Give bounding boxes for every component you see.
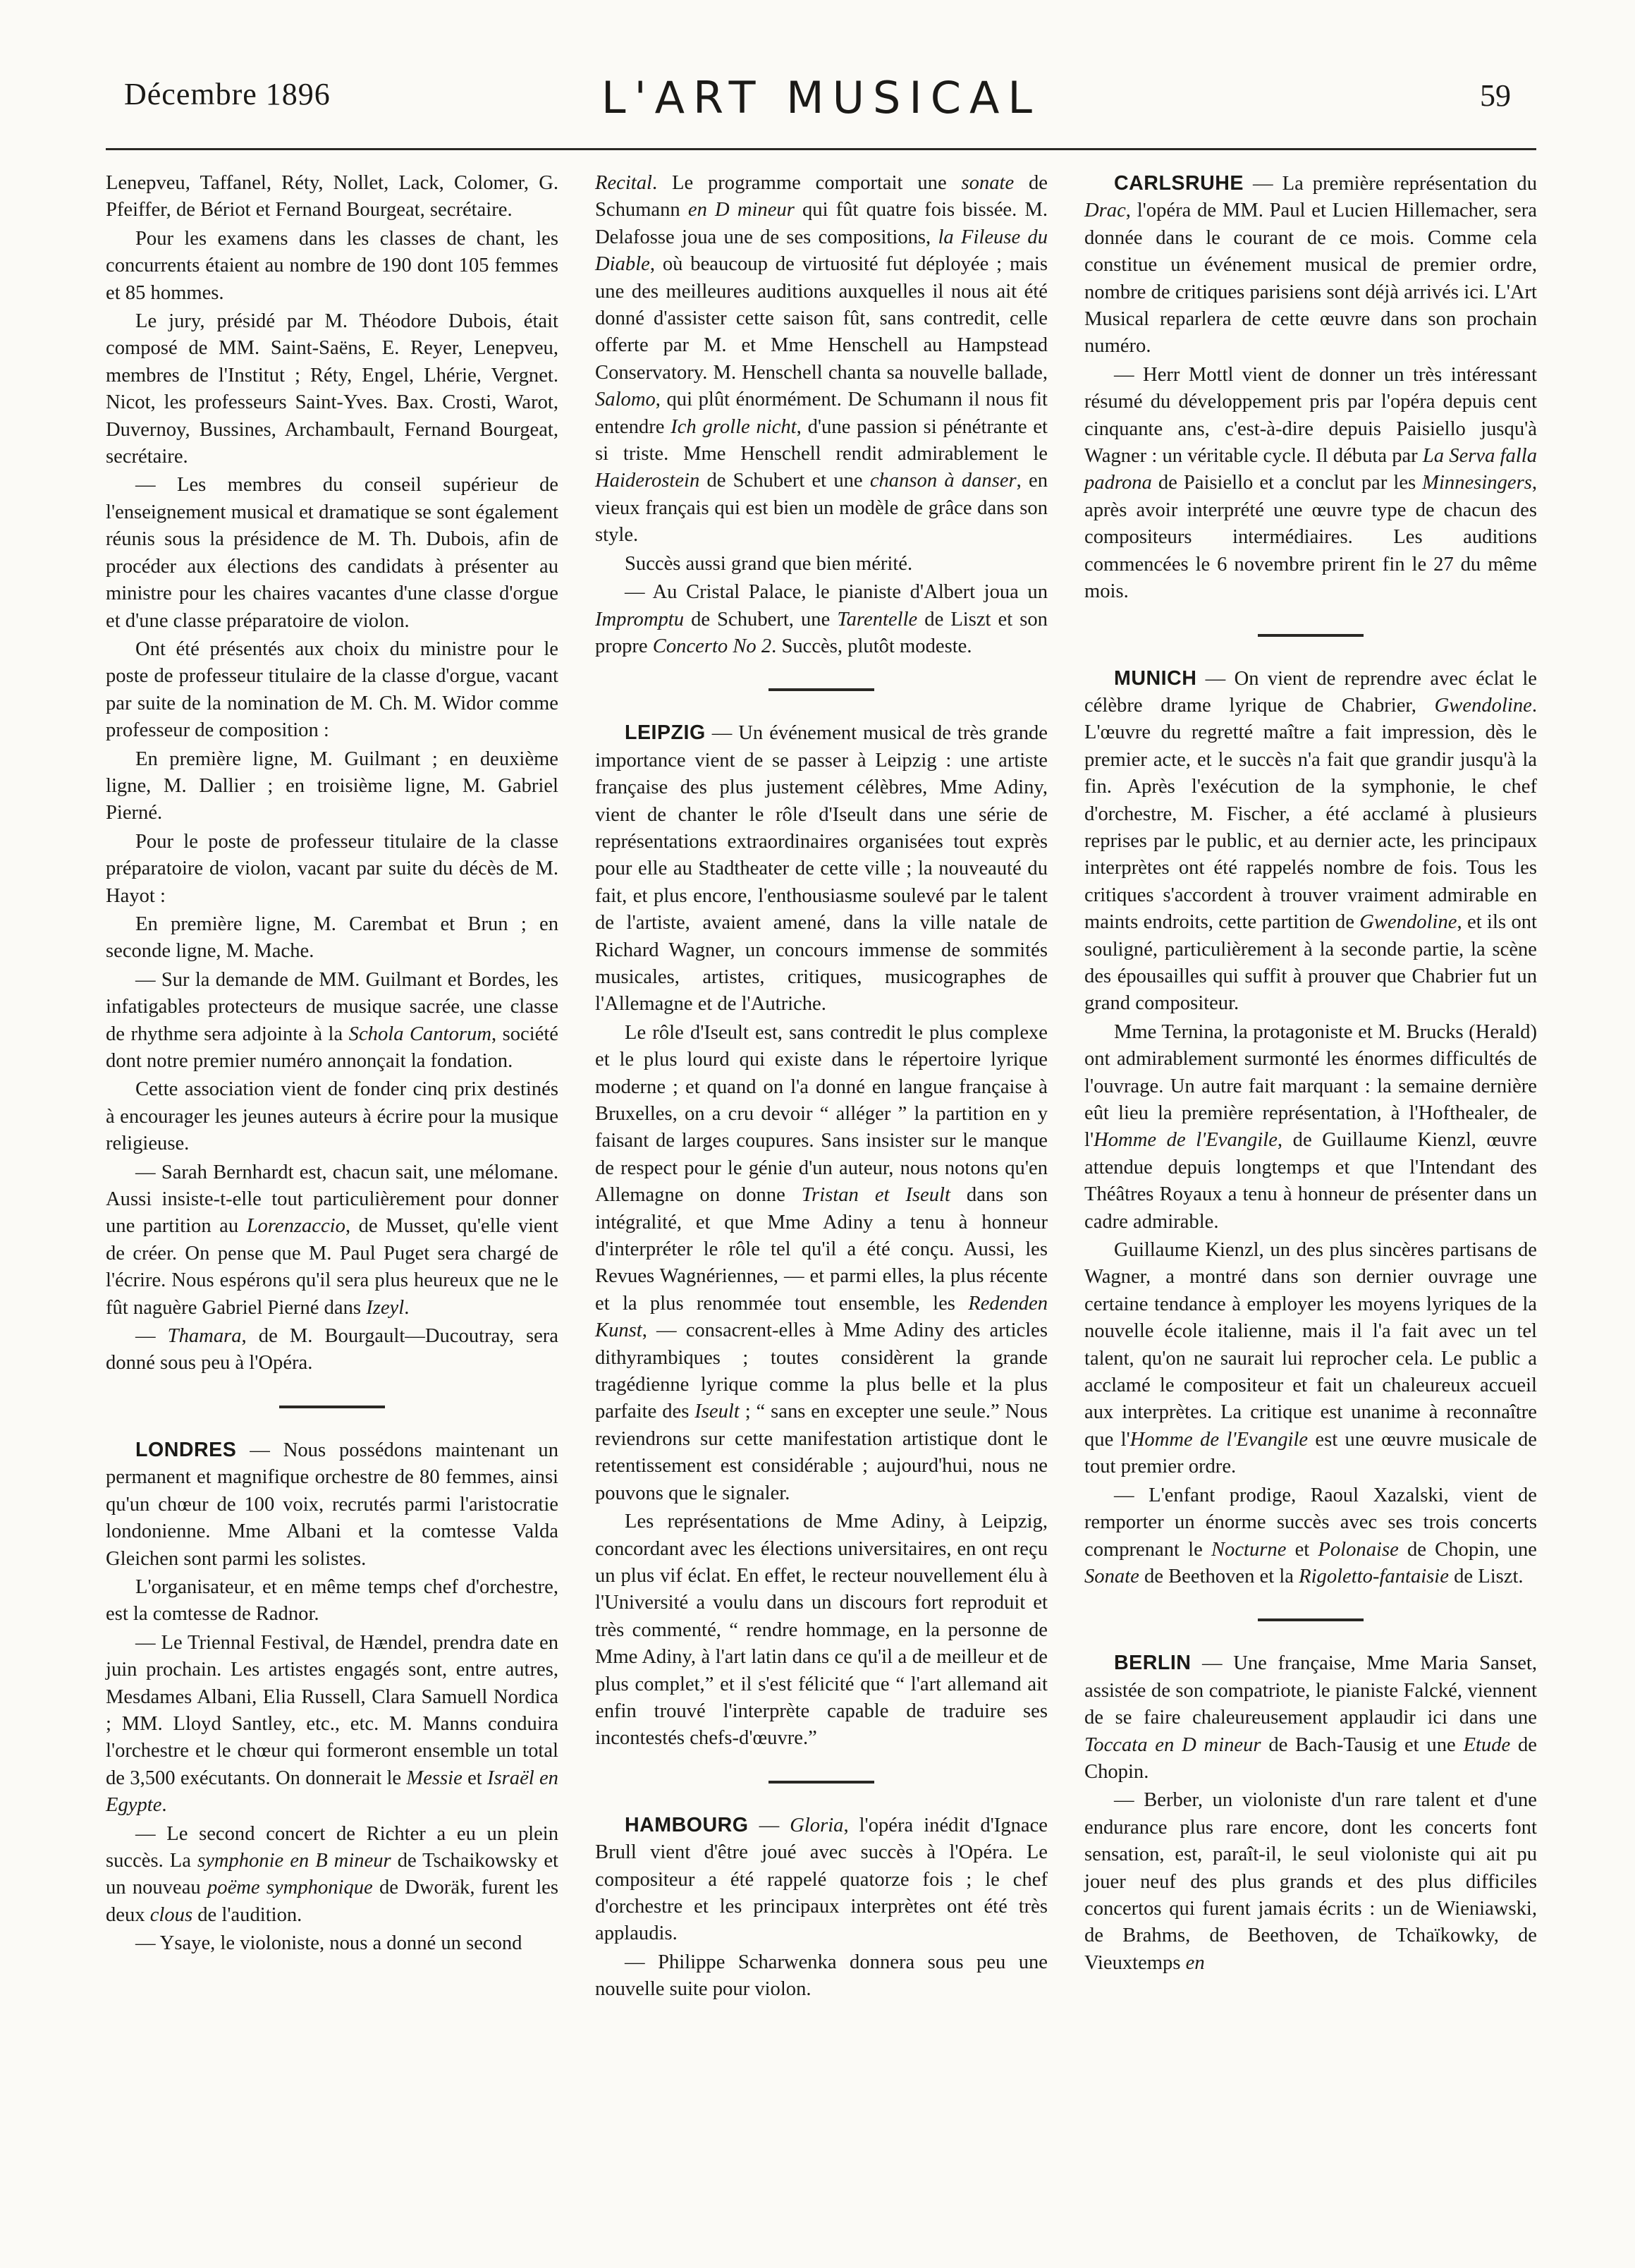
text: . Succès, plutôt modeste. xyxy=(771,635,972,657)
text: — Nous possédons maintenant un permanent et magnifique orchestre de 80 femmes, ainsi qu'un chœur de 100 voix, recrutés parmi l'aristocratie londonienne. Mme Albani et la comtesse Valda Gleichen sont parmi les solistes. xyxy=(106,1439,558,1570)
italic-text: Nocturne xyxy=(1211,1538,1287,1561)
paragraph xyxy=(595,579,1048,660)
paragraph: En première ligne, M. Carembat et Brun ; en seconde ligne, M. Mache. xyxy=(106,913,558,963)
paragraph: — Philippe Scharwenka donnera sous peu une nouvelle suite pour violon. xyxy=(595,1951,1048,2001)
text: — Berber, un violoniste d'un rare talent et d'une endurance plus rare encore, dont les concerts font sensation, est, paraît-il, le seul violoniste qui ait pu jouer neuf des plus grands et des plus difficiles concertos qui furent jamais écrits : un de Wieniawski, de Brahms, de Beethoven, de Tchaïkowky, de Vieuxtemps xyxy=(1084,1789,1537,1974)
section-divider xyxy=(279,1406,385,1408)
paragraph: Pour les examens dans les classes de chant, les concurrents étaient au nombre de 190 dont 105 femmes et 85 hommes. xyxy=(106,227,558,304)
italic-text: Minnesingers xyxy=(1422,472,1532,494)
paragraph xyxy=(106,1630,558,1819)
text: ; “ sans en excepter une seule.” Nous reviendrons sur cette manifestation artistique dont le retentissement est considérable ; aujourd'hui, nous ne pouvons que le signaler. xyxy=(595,1401,1048,1504)
section-divider xyxy=(1258,634,1364,637)
text: — Sur la demande de MM. Guilmant et Bordes, les infatigables protecteurs de musique sacrée, une classe de rhythme sera adjointe à la xyxy=(106,968,558,1045)
paragraph xyxy=(106,1323,558,1377)
paragraph: Succès aussi grand que bien mérité. xyxy=(625,552,913,575)
text: — L'enfant prodige, Raoul Xazalski, vient de remporter un énorme succès avec ses trois concerts comprenant le xyxy=(1084,1484,1537,1561)
text: est une œuvre musicale de tout premier ordre. xyxy=(1084,1428,1537,1478)
text: , l'opéra inédit d'Ignace Brull vient d'être joué avec succès à l'Opéra. Le compositeur a été rappelé quatorze fois ; le chef d'orchestre et les principaux interprètes ont été très applaudis. xyxy=(595,1814,1048,1945)
page-header xyxy=(106,71,1536,150)
text: Le rôle d'Iseult est, sans contredit le plus complexe et le plus lourd qui existe dans le répertoire lyrique moderne ; et quand on l'a donné en langue française à Bruxelles, on a cru devoir “ alléger ” la partition en y faisant de larges coupures. Sans insister sur le manque de respect pour le génie d'un auteur, nous notons qu'en Allemagne on donne xyxy=(595,1021,1048,1207)
paragraph: Ont été présentés aux choix du ministre pour le poste de professeur titulaire de la classe d'orgue, vacant par suite de la nomination de M. Ch. M. Widor comme professeur de composition : xyxy=(106,638,558,742)
italic-text: Rigoletto-fantaisie xyxy=(1299,1565,1449,1587)
paragraph xyxy=(106,1437,558,1573)
paragraph: — Ysaye, le violoniste, nous a donné un second xyxy=(135,1932,522,1955)
italic-text: Toccata en D mineur xyxy=(1084,1733,1261,1756)
paragraph: L'organisateur, et en même temps chef d'orchestre, est la comtesse de Radnor. xyxy=(106,1575,558,1626)
paragraph: Pour le poste de professeur titulaire de la classe préparatoire de violon, vacant par suite du décès de M. Hayot : xyxy=(106,830,558,907)
column-3 xyxy=(1084,170,1537,2004)
text: — xyxy=(135,1325,168,1348)
paragraph xyxy=(1084,1482,1537,1591)
text: . L'œuvre du regretté maître a fait impression, dès le premier acte, et le succès n'a fait que grandir jusqu'à la fin. Après l'exécution de la symphonie, le chef d'orchestre, M. Fischer, a été acclamé à plusieurs reprises par le public, et au dernier acte, les principaux interprètes ont été rappelés nombre de fois. Tous les critiques s'accordent à trouver vraiment admirable en maints endroits, cette partition de xyxy=(1084,694,1537,934)
text: — Le second concert de Richter a eu un plein succès. La xyxy=(106,1822,558,1872)
italic-text: Gloria xyxy=(790,1814,844,1836)
paragraph: En première ligne, M. Guilmant ; en deuxième ligne, M. Dallier ; en troisième ligne, M. Gabriel Pierné. xyxy=(106,748,558,824)
paragraph xyxy=(106,1159,558,1322)
italic-text: Izeyl xyxy=(366,1296,405,1319)
text: , de M. Bourgault—Ducoutray, sera donné sous peu à l'Opéra. xyxy=(106,1325,558,1374)
text: de Liszt et son propre xyxy=(595,608,1048,657)
text: — Un événement musical de très grande importance vient de se passer à Leipzig : une artiste française des plus justement célèbres, Mme Adiny, vient de chanter le rôle d'Iseult dans une série de représentations extraordinaires organisées tout exprès pour elle au Stadtheater de cette ville ; la nouveauté du fait, et plus encore, l'enthousiasme soulevé par le talent de l'artiste, avaient amené, dans la ville natale de Richard Wagner, un concours immense de sommités musicales, artistes, critiques, musicographes de l'Allemagne et de l'Autriche. xyxy=(595,722,1048,1016)
issue-date: Décembre 1896 xyxy=(124,77,331,111)
paragraph xyxy=(1084,1237,1537,1481)
italic-text: sonate xyxy=(961,172,1015,194)
paragraph xyxy=(1084,1019,1537,1236)
text: de Dworäk, furent les deux xyxy=(106,1877,558,1926)
text: — Le Triennal Festival, de Hændel, prendra date en juin prochain. Les artistes engagés sont, entre autres, Mesdames Albani, Elia Russell, Clara Samuell Nordica ; MM. Lloyd Santley, etc., etc. M. Manns conduira l'orchestre et le chœur qui formeront ensemble un total de 3,500 exécutants. On donnerait le xyxy=(106,1631,558,1789)
section-divider xyxy=(1258,1618,1364,1621)
text: Guillaume Kienzl, un des plus sincères partisans de Wagner, a montré dans son dernier ouvrage une certaine tendance à employer les moyens lyriques de la nouvelle école italienne, mais il l'a fait avec un tel talent, qu'on ne saurait lui reprocher cela. Le public a acclamé le compositeur et fait un chaleureux accueil aux interprètes. La critique est unanime à reconnaître que l' xyxy=(1084,1239,1537,1451)
city-heading-leipzig: LEIPZIG xyxy=(625,721,706,745)
paragraph xyxy=(1084,170,1537,360)
city-heading-karlsruhe: CARLSRUHE xyxy=(1114,172,1244,195)
city-heading-london: LONDRES xyxy=(135,1438,237,1461)
text: et xyxy=(462,1767,487,1789)
text: , et ils ont souligné, particulièrement à la seconde partie, la scène des épousailles qui suffit à prouver que Chabrier fut un grand compositeur. xyxy=(1084,911,1537,1015)
paragraph: Cette association vient de fonder cinq prix destinés à encourager les jeunes auteurs à écrire pour la musique religieuse. xyxy=(106,1078,558,1155)
italic-text: poëme symphonique xyxy=(207,1877,373,1899)
text: — Herr Mottl vient de donner un très intéressant résumé du développement pris par l'opéra depuis cent cinquante ans, c'est-à-dire depuis Paisiello jusqu'à Wagner : un véritable cycle. Il débuta par xyxy=(1084,363,1537,468)
italic-text: la Fileuse du Diable xyxy=(595,226,1048,276)
city-heading-munich: MUNICH xyxy=(1114,666,1197,690)
text: . xyxy=(161,1794,167,1817)
text: — Au Cristal Palace, le pianiste d'Albert joua un xyxy=(625,581,1048,604)
paragraph: Le jury, présidé par M. Théodore Dubois, était composé de MM. Saint-Saëns, E. Reyer, Lenepveu, membres de l'Institut ; Réty, Engel, Lhérie, Vergnet. Nicot, les professeurs Saint-Yves. Bax. Crosti, Warot, Duvernoy, Bussines, Archambault, Fernand Bourgeat, secrétaire. xyxy=(106,310,558,468)
text: — Une française, Mme Maria Sanset, assistée de son compatriote, le pianiste Falcké, viennent de se faire chaleureusement applaudir ici dans une xyxy=(1084,1652,1537,1729)
paragraph xyxy=(106,1821,558,1929)
italic-text: Homme de l'Evangile xyxy=(1129,1428,1309,1451)
paragraph xyxy=(1084,665,1537,1018)
text: dans son intégralité, et que Mme Adiny a tenu à honneur d'interpréter le rôle tel qu'il a été conçu. Aussi, les Revues Wagnériennes, — et parmi elles, la plus récente et la plus renommée tout ensemble, les xyxy=(595,1184,1048,1315)
italic-text: Thamara xyxy=(167,1325,242,1348)
italic-text: Gwendoline xyxy=(1359,911,1457,934)
text: , de Musset, qu'elle vient de créer. On pense que M. Paul Puget sera chargé de l'écrire. Nous espérons qu'il sera plus heureux que ne le fût naguère Gabriel Pierné dans xyxy=(106,1215,558,1319)
italic-text: en xyxy=(1185,1951,1205,1974)
text: — On vient de reprendre avec éclat le célèbre drame lyrique de Chabrier, xyxy=(1084,667,1537,717)
text: , après avoir interprété une œuvre type de chacun des compositeurs intermédiaires. Les auditions commencées le 6 novembre prirent fin le 27 du même mois. xyxy=(1084,472,1537,603)
column-2 xyxy=(595,170,1048,2004)
text: , l'opéra de MM. Paul et Lucien Hillemacher, sera donnée dans le courant de ce mois. Comme cela constitue un événement musical de premier ordre, nombre de critiques parisiens sont déjà arrivés ici. L'Art Musical reparlera de cette œuvre dans son prochain numéro. xyxy=(1084,200,1537,358)
text: qui fût quatre fois bissée. M. Delafosse joua une de ses compositions, xyxy=(595,199,1048,248)
italic-text: Schola Cantorum xyxy=(348,1023,491,1045)
text: , qui plût énormément. De Schumann il nous fit entendre xyxy=(595,389,1048,438)
paragraph xyxy=(595,1020,1048,1507)
italic-text: Israël en Egypte xyxy=(106,1767,558,1817)
italic-text: La Serva falla padrona xyxy=(1084,445,1537,494)
text: , où beaucoup de virtuosité fut déployée ; mais une des meilleures auditions auxquelles il nous ait été donné d'assister cette saison fût, sans contredit, celle offerte par M. et Mme Henschell au Hampstead Conservatory. M. Henschell chanta sa nouvelle ballade, xyxy=(595,253,1048,384)
city-heading-hamburg: HAMBOURG xyxy=(625,1813,749,1836)
text: , — consacrent-elles à Mme Adiny des articles dithyrambiques ; toutes considèrent la grande tragédienne lyrique comme la plus belle et la plus parfaite des xyxy=(595,1319,1048,1423)
text: , d'une passion si pénétrante et si triste. Mme Henschell rendit admirablement le xyxy=(595,415,1048,465)
text: de Liszt. xyxy=(1448,1565,1524,1587)
paragraph xyxy=(1084,1787,1537,1977)
article-columns xyxy=(106,170,1536,2004)
italic-text: Iseult xyxy=(694,1401,740,1423)
text: de Chopin, une xyxy=(1398,1538,1537,1561)
italic-text: Redenden Kunst xyxy=(595,1292,1048,1342)
italic-text: Haiderostein xyxy=(595,470,700,492)
column-1 xyxy=(106,170,558,2004)
italic-text: Concerto No 2 xyxy=(652,635,772,657)
page-number: 59 xyxy=(1480,78,1511,113)
text: , en vieux français qui est bien un modèle de grâce dans son style. xyxy=(595,470,1048,547)
text: . Le programme comportait une xyxy=(651,172,962,194)
journal-title: L'ART MUSICAL xyxy=(601,72,1041,123)
italic-text: Etude xyxy=(1463,1733,1511,1756)
italic-text: Ich grolle nicht xyxy=(670,415,797,438)
italic-text: Impromptu xyxy=(595,608,685,630)
text: de Bach-Tausig et une xyxy=(1261,1733,1464,1756)
text: — La première représentation du xyxy=(1244,173,1537,195)
text: Mme Ternina, la protagoniste et M. Brucks (Herald) ont admirablement surmonté les énormes difficultés de l'ouvrage. Un autre fait marquant : la semaine dernière eût lieu la première représentation, à l'Hofthealer, de l' xyxy=(1084,1020,1537,1152)
paragraph xyxy=(595,1812,1048,1948)
text: de Beethoven et la xyxy=(1139,1565,1299,1587)
italic-text: Sonate xyxy=(1084,1565,1139,1587)
text: de Paisiello et a conclut par les xyxy=(1151,472,1423,494)
italic-text: Drac xyxy=(1084,200,1126,222)
paragraph xyxy=(595,170,1048,549)
paragraph xyxy=(1084,1650,1537,1786)
text: de Schubert et une xyxy=(699,470,870,492)
paragraph: — Les membres du conseil supérieur de l'enseignement musical et dramatique se sont également réunis sous la présidence de M. Th. Dubois, afin de procéder aux élections des candidats à présenter au ministre pour les chaires vacantes d'une classe d'orgue et d'une classe préparatoire de violon. xyxy=(106,474,558,632)
text: , de Guillaume Kienzl, œuvre attendue depuis longtemps et que l'Intendant des Théâtres Royaux a tenu à honneur de présenter dans un cadre admirable. xyxy=(1084,1129,1537,1233)
italic-text: Messie xyxy=(406,1767,463,1789)
text: — Sarah Bernhardt est, chacun sait, une mélomane. Aussi insiste-t-elle tout particulièrement pour donner une partition au xyxy=(106,1161,558,1238)
italic-text: chanson à danser xyxy=(869,470,1017,492)
italic-text: symphonie en B mineur xyxy=(197,1849,391,1872)
italic-text: Tarentelle xyxy=(837,608,918,630)
text: . xyxy=(404,1296,410,1319)
paragraph: Les représentations de Mme Adiny, à Leipzig, concordant avec les élections universitaires, en ont reçu un plus vif éclat. En effet, le recteur nouvellement élu à l'Université a voulu dans un discours fort reproduit et très commenté, “ rendre hommage, en la personne de Mme Adiny, à l'art latin dans ce qu'il a de meilleur et de plus complet,” et il s'est félicité que “ l'art allemand ait enfin trouvé l'interprète capable de traduire ses incontestés chefs-d'œuvre.” xyxy=(595,1511,1048,1750)
text: de Schubert, une xyxy=(684,608,838,630)
text: — xyxy=(748,1814,790,1836)
section-divider xyxy=(768,688,874,691)
italic-text: Salomo xyxy=(595,389,656,411)
italic-text: Homme de l'Evangile xyxy=(1094,1129,1278,1152)
section-divider xyxy=(768,1781,874,1784)
paragraph xyxy=(106,967,558,1075)
italic-text: Recital xyxy=(595,172,652,194)
paragraph: Lenepveu, Taffanel, Réty, Nollet, Lack, Colomer, G. Pfeiffer, de Bériot et Fernand Bourgeat, secrétaire. xyxy=(106,172,558,221)
italic-text: clous xyxy=(149,1903,193,1926)
text: de Schumann xyxy=(595,172,1048,221)
city-heading-berlin: BERLIN xyxy=(1114,1652,1192,1675)
paragraph xyxy=(595,719,1048,1018)
text: , société dont notre premier numéro annonçait la fondation. xyxy=(106,1023,558,1072)
italic-text: Gwendoline xyxy=(1434,694,1532,717)
text: et xyxy=(1286,1538,1318,1561)
italic-text: Lorenzaccio xyxy=(246,1215,345,1238)
italic-text: en D mineur xyxy=(687,199,795,221)
paragraph xyxy=(1084,362,1537,606)
italic-text: Polonaise xyxy=(1318,1538,1399,1561)
text: de l'audition. xyxy=(192,1903,302,1926)
italic-text: Tristan et Iseult xyxy=(801,1184,950,1207)
text: de Tschaikowsky et un nouveau xyxy=(106,1849,558,1899)
text: de Chopin. xyxy=(1084,1733,1537,1783)
